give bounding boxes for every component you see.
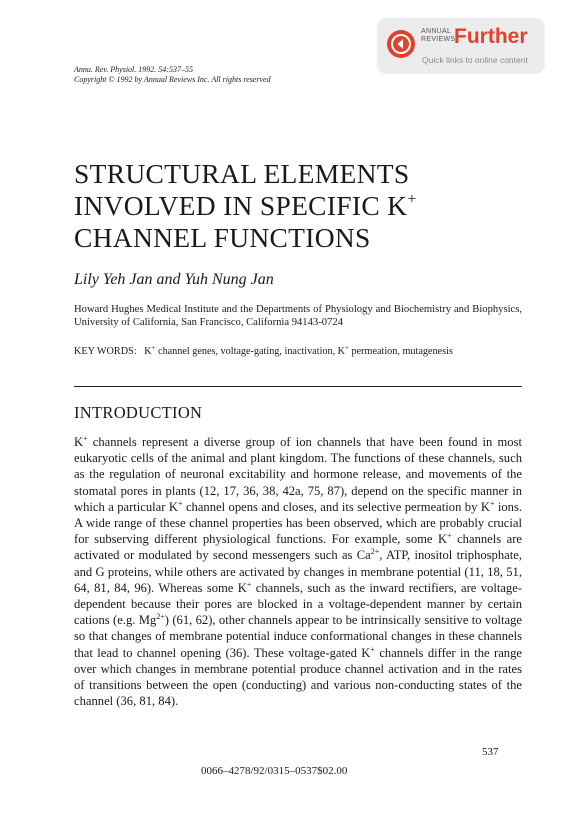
keywords-label: KEY WORDS:	[74, 346, 137, 357]
para-seg-02: channels represent a diverse group of ion channels that have been found in most eukaryotic cells of the animal and plant kingdom. The functions of these channels, such as the regulation of neuronal excitability and hormone release, and movements of the stomatal pores in plants (12, 17, 36, 38, 42a, 75, 87), depend on the specific manner in which a particular K	[74, 435, 522, 514]
citation-line-1: Annu. Rev. Physiol. 1992. 54:537–55	[74, 65, 193, 74]
title-line-2-text: INVOLVED IN SPECIFIC K	[74, 190, 408, 221]
footer-code: 0066–4278/92/0315–0537$02.00	[201, 765, 348, 777]
para-seg-07: channels, such as the inward rectifiers, are voltage-dependent because their pores are blocked in a voltage-dependent manner by certain cations (e.g. Mg	[74, 580, 522, 628]
para-seg-09: channels differ in the range over which changes in membrane potential produce channel activation and in the rates of transitions between the open (conducting) and various non-conducting states of the channel (36, 81, 84).	[74, 645, 522, 709]
affiliation: Howard Hughes Medical Institute and the Departments of Physiology and Biochemistry and Biophysics, University of California, San Francisco, California 94143-0724	[74, 304, 522, 328]
para-seg-01: K	[74, 435, 84, 449]
para-sup-01: +	[83, 434, 88, 443]
section-divider	[74, 386, 522, 387]
page-number: 537	[482, 746, 499, 758]
further-banner[interactable]	[378, 18, 544, 72]
article-title	[74, 158, 534, 254]
para-seg-08: ) (61, 62), other channels appear to be intrinsically sensitive to voltage so that changes of membrane potential induce conformational changes in these channels that lead to channel opening (36). These voltage-gated K	[74, 613, 523, 660]
para-seg-06: , ATP, inositol triphosphate, and G proteins, while others are activated by changes in membrane potential (11, 18, 51, 64, 81, 84, 96). Whereas some K	[74, 548, 522, 595]
para-sup-05: 2+	[370, 547, 380, 557]
title-superscript: +	[407, 191, 417, 208]
keywords-k1: K	[144, 346, 152, 357]
para-sup-04: +	[447, 531, 452, 541]
section-heading: INTRODUCTION	[74, 403, 203, 422]
para-sup-08: +	[370, 644, 375, 654]
title-line-3: CHANNEL FUNCTIONS	[74, 222, 371, 253]
title-line-2	[74, 190, 534, 222]
title-line-1: STRUCTURAL ELEMENTS	[74, 158, 410, 189]
authors: Lily Yeh Jan and Yuh Nung Jan	[74, 271, 274, 288]
para-sup-07: 2+	[156, 612, 165, 622]
para-seg-03: channel opens and closes, and its selective permeation by K	[182, 499, 490, 514]
banner-brand-line1: ANNUAL	[421, 28, 452, 35]
keywords-text-2: permeation, mutagenesis	[349, 346, 453, 357]
banner-brand-line2: REVIEWS	[421, 36, 456, 43]
citation-line-2: Copyright © 1992 by Annual Reviews Inc. All rights reserved	[74, 75, 271, 84]
arrow-left-circle-icon	[387, 30, 415, 58]
banner-brand	[421, 28, 455, 44]
keywords-text-1: channel genes, voltage-gating, inactivation, K	[155, 346, 346, 357]
keywords	[74, 345, 534, 358]
para-seg-05: channels are activated or modulated by second messengers such as Ca	[74, 532, 523, 563]
introduction-paragraph	[74, 434, 522, 709]
para-seg-04: ions. A wide range of these channel properties has been observed, which are probably crucial for subserving different physiological functions. For example, some K	[74, 499, 523, 547]
keywords-sup-1: +	[151, 344, 156, 352]
banner-further-word: Further	[454, 25, 528, 48]
banner-subtitle: Quick links to online content	[422, 55, 528, 65]
para-sup-03: +	[489, 498, 495, 508]
keywords-sup-2: +	[345, 344, 349, 352]
journal-citation	[74, 65, 271, 85]
para-sup-02: +	[178, 498, 183, 508]
para-sup-06: +	[246, 579, 252, 589]
